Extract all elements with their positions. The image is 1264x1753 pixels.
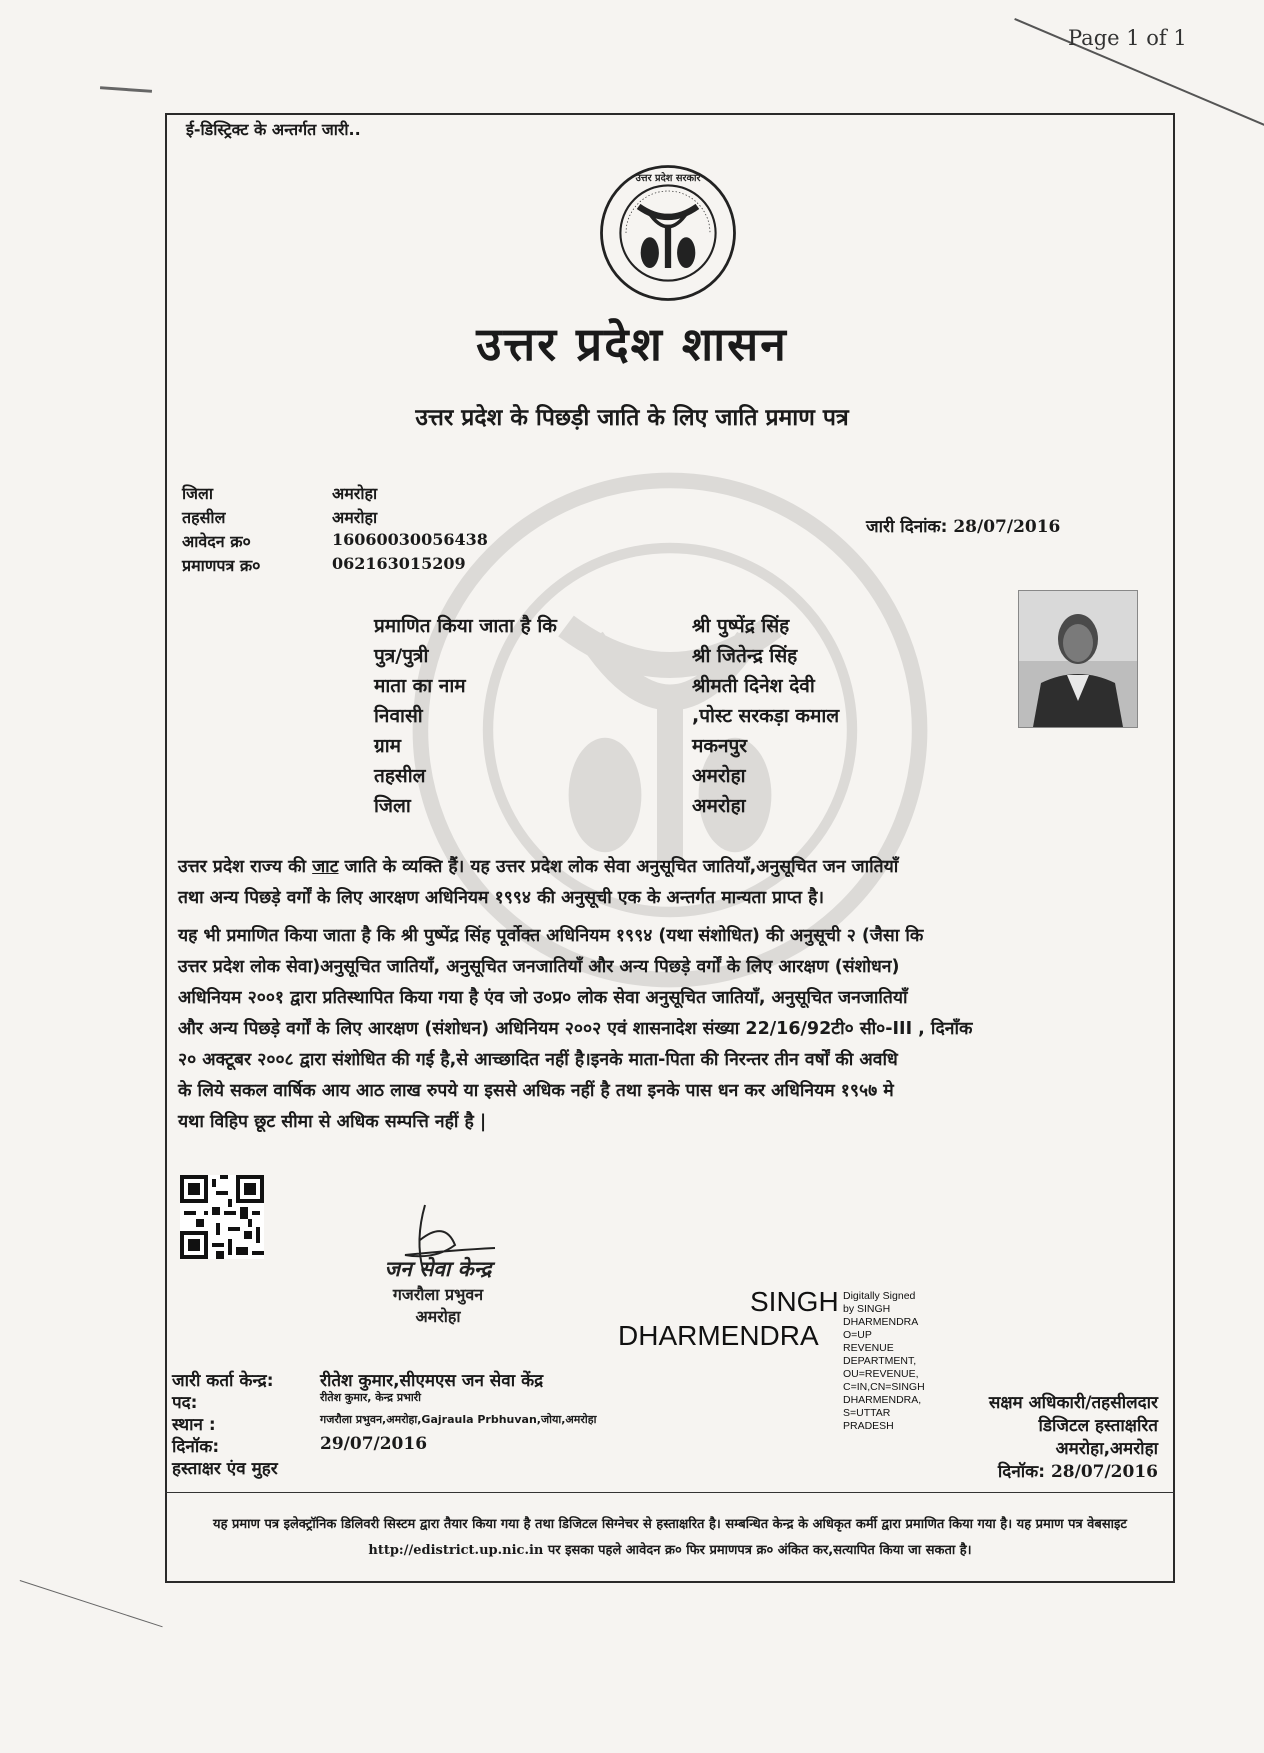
issuer-post-label: पद: (172, 1393, 198, 1413)
detail-value: अमरोहा (692, 795, 746, 817)
para2-line: यथा विहिप छूट सीमा से अधिक सम्पत्ति नहीं है | (178, 1112, 487, 1132)
signature-name-line: DHARMENDRA (618, 1320, 819, 1351)
certificate-no-label: प्रमाणपत्र क्र० (182, 556, 261, 575)
application-no-label: आवेदन क्र० (182, 532, 251, 551)
stamp-line: अमरोहा (415, 1307, 461, 1326)
signature-detail-line: DHARMENDRA (843, 1316, 919, 1328)
signature-detail-line: DEPARTMENT, (843, 1355, 917, 1367)
tehsil-label: तहसील (182, 508, 226, 527)
authority-line: अमरोहा,अमरोहा (1055, 1439, 1158, 1459)
detail-label: पुत्र/पुत्री (374, 645, 429, 667)
detail-label: ग्राम (374, 735, 401, 757)
signature-detail-line: DHARMENDRA, (843, 1394, 922, 1406)
issuer-sign-label: हस्ताक्षर एंव मुहर (172, 1459, 278, 1479)
signature-detail-line: by SINGH (843, 1303, 891, 1315)
up-government-emblem-icon (598, 163, 738, 303)
certificate-no-value: 062163015209 (332, 554, 466, 573)
issuer-place-label: स्थान : (172, 1415, 216, 1435)
para2-line: और अन्य पिछड़े वर्गों के लिए आरक्षण (संशोधन) अधिनियम २००२ एवं शासनादेश संख्या 22/16/92टी० सी०-III , दिनाँक (178, 1019, 973, 1039)
signature-detail-line: S=UTTAR (843, 1407, 891, 1419)
detail-label: माता का नाम (374, 675, 466, 697)
qr-code-icon (180, 1175, 264, 1259)
certificate-title: उत्तर प्रदेश के पिछड़ी जाति के लिए जाति प्रमाण पत्र (415, 405, 849, 431)
footer-divider (165, 1492, 1175, 1493)
para2-line: अधिनियम २००१ द्वारा प्रतिस्थापित किया गया है एंव जो उ०प्र० लोक सेवा अनुसूचित जातियाँ, अनुसूचित जनजातियाँ (178, 988, 908, 1008)
para1-suffix: जाति के व्यक्ति हैं। यह उत्तर प्रदेश लोक सेवा अनुसूचित जातियाँ,अनुसूचित जन जातियाँ (338, 857, 899, 877)
detail-label: निवासी (374, 705, 423, 727)
issue-date (866, 514, 1060, 537)
jan-seva-kendra-stamp (338, 1255, 538, 1327)
district-label: जिला (182, 484, 214, 503)
emblem-text: उत्तर प्रदेश सरकार (635, 173, 701, 185)
certification-paragraph (178, 921, 1146, 1138)
para1-line: तथा अन्य पिछड़े वर्गों के लिए आरक्षण अधिनियम १९९४ की अनुसूची एक के अन्तर्गत मान्यता प्राप्त है। (178, 888, 824, 908)
digital-signature-details (843, 1290, 925, 1433)
issuer-date-label: दिनॉक: (172, 1437, 220, 1457)
issue-date-label: जारी दिनांक: (866, 517, 948, 537)
scan-mark (100, 86, 152, 93)
issuer-date-value: 29/07/2016 (320, 1434, 428, 1454)
stamp-line: गजरौला प्रभुवन (392, 1285, 484, 1304)
detail-value: श्री जितेन्द्र सिंह (692, 645, 798, 667)
government-title: उत्तर प्रदेश शासन (476, 317, 788, 371)
para2-line: २० अक्टूबर २००८ द्वारा संशोधित की गई है,से आच्छादित नहीं है।इनके माता-पिता की निरन्तर तीन वर्षों की अवधि (178, 1050, 898, 1070)
detail-value: श्रीमती दिनेश देवी (692, 675, 815, 697)
signature-detail-line: PRADESH (843, 1420, 894, 1432)
authority-line: सक्षम अधिकारी/तहसीलदार (988, 1393, 1158, 1413)
authority-line: डिजिटल हस्ताक्षरित (1038, 1416, 1158, 1436)
caste-name: जाट (312, 857, 339, 877)
detail-label: तहसील (374, 765, 426, 787)
footer-note (180, 1512, 1160, 1564)
page-fold-line (20, 1580, 163, 1627)
issuer-centre-label: जारी कर्ता केन्द्र: (172, 1371, 274, 1391)
applicant-photo (1018, 590, 1138, 728)
issuer-post-value: रीतेश कुमार, केन्द्र प्रभारी (320, 1391, 422, 1404)
footer-text: पर इसका पहले आवेदन क्र० फिर प्रमाणपत्र क्र० अंकित कर,सत्यापित किया जा सकता है। (543, 1543, 972, 1558)
issuer-centre-value: रीतेश कुमार,सीएमएस जन सेवा केंद्र (320, 1371, 544, 1391)
district-value: अमरोहा (332, 484, 378, 503)
competent-authority-block (930, 1392, 1158, 1484)
stamp-line: जन सेवा केन्द्र (384, 1257, 492, 1281)
footer-text: यह प्रमाण पत्र इलेक्ट्रॉनिक डिलिवरी सिस्टम द्वारा तैयार किया गया है तथा डिजिटल सिग्नेचर से हस्ताक्षरित है। सम्बन्धित केन्द्र के अधिकृत कर्मी द्वारा प्रमाणित किया गया है। यह प्रमाण पत्र वेबसाइट (213, 1517, 1127, 1532)
detail-value: अमरोहा (692, 765, 746, 787)
application-no-value: 16060030056438 (332, 530, 488, 549)
authority-date-value: 28/07/2016 (1050, 1462, 1158, 1482)
detail-label: जिला (374, 795, 411, 817)
signature-detail-line: Digitally Signed (843, 1290, 916, 1302)
issuer-place-value: गजरौला प्रभुवन,अमरोहा,Gajraula Prbhuvan,जोया,अमरोहा (320, 1413, 597, 1426)
para2-line: उत्तर प्रदेश लोक सेवा)अनुसूचित जातियाँ, अनुसूचित जनजातियाँ और अन्य पिछड़े वर्गों के लिए आरक्षण (संशोधन) (178, 957, 900, 977)
signature-detail-line: OU=REVENUE, (843, 1368, 919, 1380)
detail-value: मकनपुर (692, 735, 748, 757)
para2-line: यह भी प्रमाणित किया जाता है कि श्री पुष्पेंद्र सिंह पूर्वोक्त अधिनियम १९९४ (यथा संशोधित) की अनुसूची २ (जैसा कि (178, 926, 924, 946)
authority-date-label: दिनॉक: (997, 1462, 1046, 1482)
page-number: Page 1 of 1 (1068, 26, 1187, 50)
para1-prefix: उत्तर प्रदेश राज्य की (178, 857, 313, 877)
digital-signature-name (618, 1285, 839, 1353)
detail-value: ,पोस्ट सरकड़ा कमाल (692, 705, 840, 727)
signature-name-line: SINGH (750, 1286, 839, 1317)
para2-line: के लिये सकल वार्षिक आय आठ लाख रुपये या इससे अधिक नहीं है तथा इनके पास धन कर अधिनियम १९५७ मे (178, 1081, 894, 1101)
caste-paragraph (178, 852, 1146, 914)
signature-detail-line: C=IN,CN=SINGH (843, 1381, 925, 1393)
verification-url: http://edistrict.up.nic.in (368, 1543, 544, 1558)
issued-under-text: ई-डिस्ट्रिक्ट के अन्तर्गत जारी.. (186, 120, 361, 139)
signature-detail-line: REVENUE (843, 1342, 894, 1354)
issue-date-value: 28/07/2016 (953, 517, 1061, 537)
detail-value: श्री पुष्पेंद्र सिंह (692, 615, 790, 637)
detail-label: प्रमाणित किया जाता है कि (374, 615, 557, 637)
signature-detail-line: O=UP (843, 1329, 872, 1341)
tehsil-value: अमरोहा (332, 508, 378, 527)
